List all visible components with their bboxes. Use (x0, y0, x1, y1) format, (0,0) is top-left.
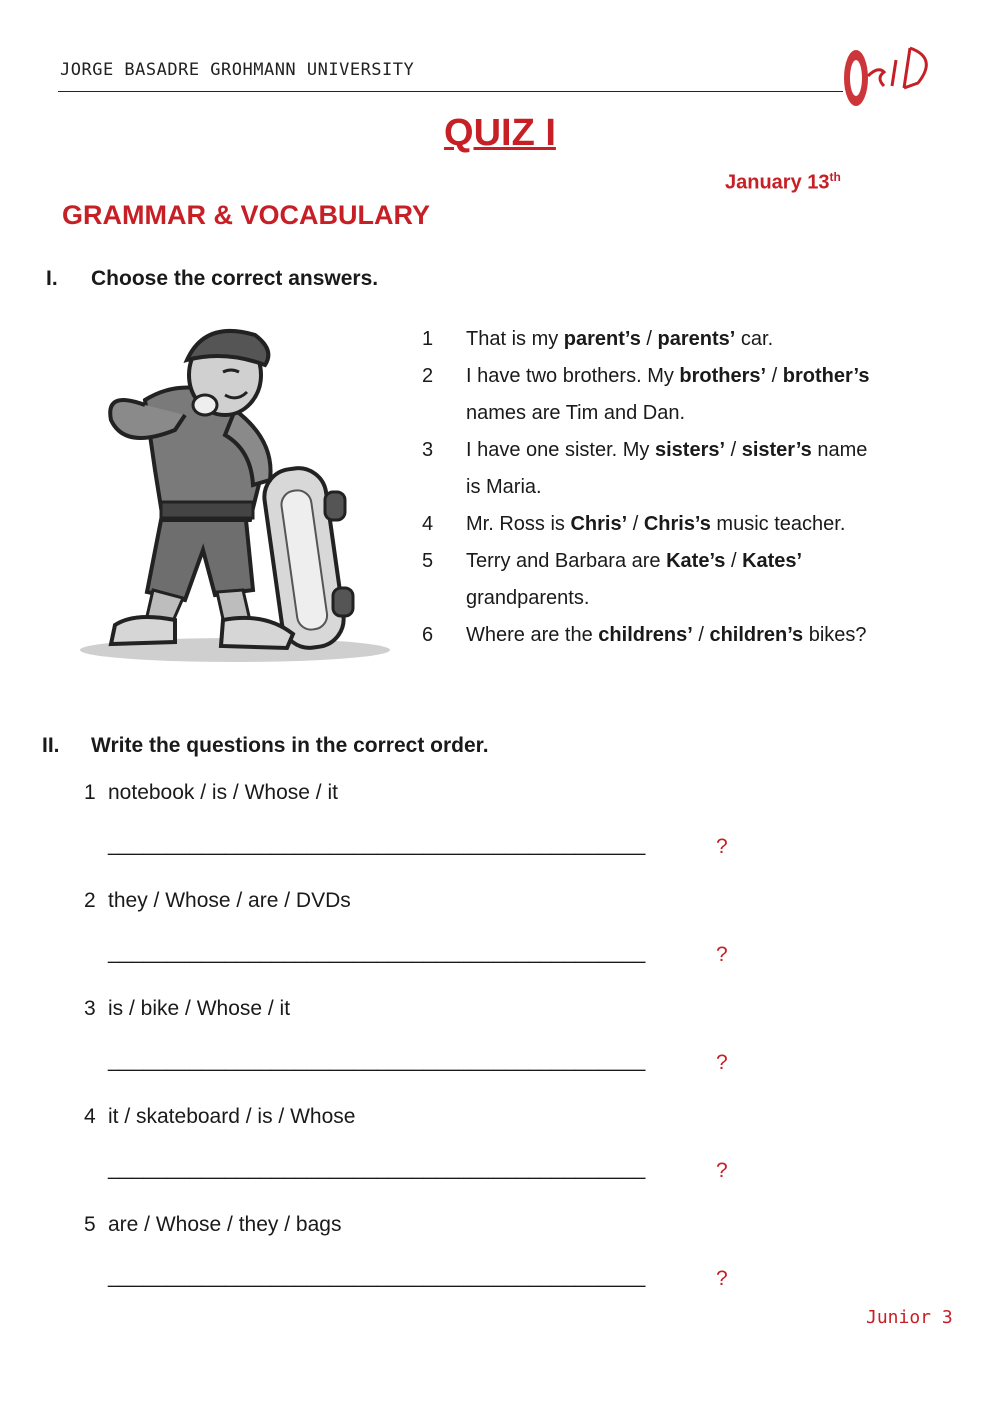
item-text-segment: That is my (466, 328, 564, 350)
answer-option[interactable]: brother’s (782, 365, 870, 387)
answer-option[interactable]: parent’s (563, 328, 641, 350)
item-text-segment: car. (735, 328, 774, 350)
item-text-segment: / (692, 624, 710, 646)
item-text-segment: Terry and Barbara are (466, 550, 667, 572)
item-text-segment: / (766, 365, 783, 387)
question-mark: ? (716, 1267, 728, 1290)
part1-item-number: 4 (422, 513, 434, 535)
part1-item-text (466, 587, 589, 610)
part1-item-number: 1 (422, 328, 434, 350)
question-mark: ? (716, 943, 728, 966)
item-text-segment: name (811, 439, 868, 461)
question-prompt: they / Whose / are / DVDs (108, 889, 351, 912)
item-text-segment: Mr. Ross is (466, 513, 571, 535)
quiz-title: QUIZ I (444, 112, 556, 154)
question-prompt: it / skateboard / is / Whose (108, 1105, 356, 1128)
item-text-segment: bikes? (803, 624, 867, 646)
item-text-segment: Where are the (466, 624, 599, 646)
level-label: Junior 3 (866, 1307, 953, 1328)
answer-option[interactable]: Kate’s (666, 550, 726, 572)
section-title: GRAMMAR & VOCABULARY (62, 200, 430, 230)
question-number: 2 (84, 889, 96, 912)
answer-option[interactable]: Kates’ (742, 550, 803, 572)
part2-numeral: II. (42, 734, 60, 757)
question-number: 5 (84, 1213, 96, 1236)
answer-option[interactable]: children’s (709, 624, 804, 646)
answer-blank[interactable]: ______________________________________________ (108, 941, 646, 964)
answer-option[interactable]: parents’ (657, 328, 736, 350)
part1-item-number: 6 (422, 624, 434, 646)
quiz-date (725, 170, 841, 195)
item-text-segment: music teacher. (710, 513, 846, 535)
part1-item-text (466, 365, 869, 388)
item-text-segment: / (725, 550, 743, 572)
question-prompt: notebook / is / Whose / it (108, 781, 338, 804)
answer-option[interactable]: childrens’ (598, 624, 693, 646)
answer-option[interactable]: brothers’ (679, 365, 767, 387)
item-text-segment: / (725, 439, 742, 461)
question-mark: ? (716, 1051, 728, 1074)
part1-item-text (466, 439, 867, 462)
part1-instruction: Choose the correct answers. (91, 267, 379, 290)
date-text: January 13 (725, 171, 830, 194)
item-text-segment: / (627, 513, 644, 535)
answer-blank[interactable]: ______________________________________________ (108, 833, 646, 856)
header-rule (58, 91, 843, 92)
part1-item-number: 5 (422, 550, 434, 572)
item-text-segment: / (640, 328, 658, 350)
part1-item-text (466, 402, 685, 425)
item-text-segment: grandparents. (466, 587, 590, 609)
answer-blank[interactable]: ______________________________________________ (108, 1157, 646, 1180)
part1-item-number: 3 (422, 439, 434, 461)
part1-item-text (466, 328, 773, 351)
item-text-segment: I have one sister. My (466, 439, 655, 461)
answer-option[interactable]: Chris’s (643, 513, 711, 535)
university-name: JORGE BASADRE GROHMANN UNIVERSITY (60, 60, 415, 80)
date-suffix: th (829, 170, 841, 184)
item-text-segment: is Maria. (466, 476, 542, 498)
answer-option[interactable]: sister’s (741, 439, 812, 461)
answer-option[interactable]: sisters’ (654, 439, 726, 461)
item-text-segment: names are Tim and Dan. (466, 402, 685, 424)
answer-option[interactable]: Chris’ (570, 513, 628, 535)
part2-instruction: Write the questions in the correct order. (91, 734, 489, 757)
skateboarder-illustration (75, 320, 393, 665)
part1-item-text (466, 550, 802, 573)
question-prompt: is / bike / Whose / it (108, 997, 291, 1020)
ceid-logo (838, 38, 948, 113)
part1-numeral: I. (46, 267, 58, 290)
answer-blank[interactable]: ______________________________________________ (108, 1265, 646, 1288)
question-mark: ? (716, 835, 728, 858)
question-prompt: are / Whose / they / bags (108, 1213, 342, 1236)
question-number: 3 (84, 997, 96, 1020)
question-number: 4 (84, 1105, 96, 1128)
item-text-segment: I have two brothers. My (466, 365, 680, 387)
part1-item-text (466, 476, 542, 499)
question-number: 1 (84, 781, 96, 804)
part1-item-text (466, 624, 867, 647)
question-mark: ? (716, 1159, 728, 1182)
answer-blank[interactable]: ______________________________________________ (108, 1049, 646, 1072)
part1-item-text (466, 513, 845, 536)
part1-item-number: 2 (422, 365, 434, 387)
